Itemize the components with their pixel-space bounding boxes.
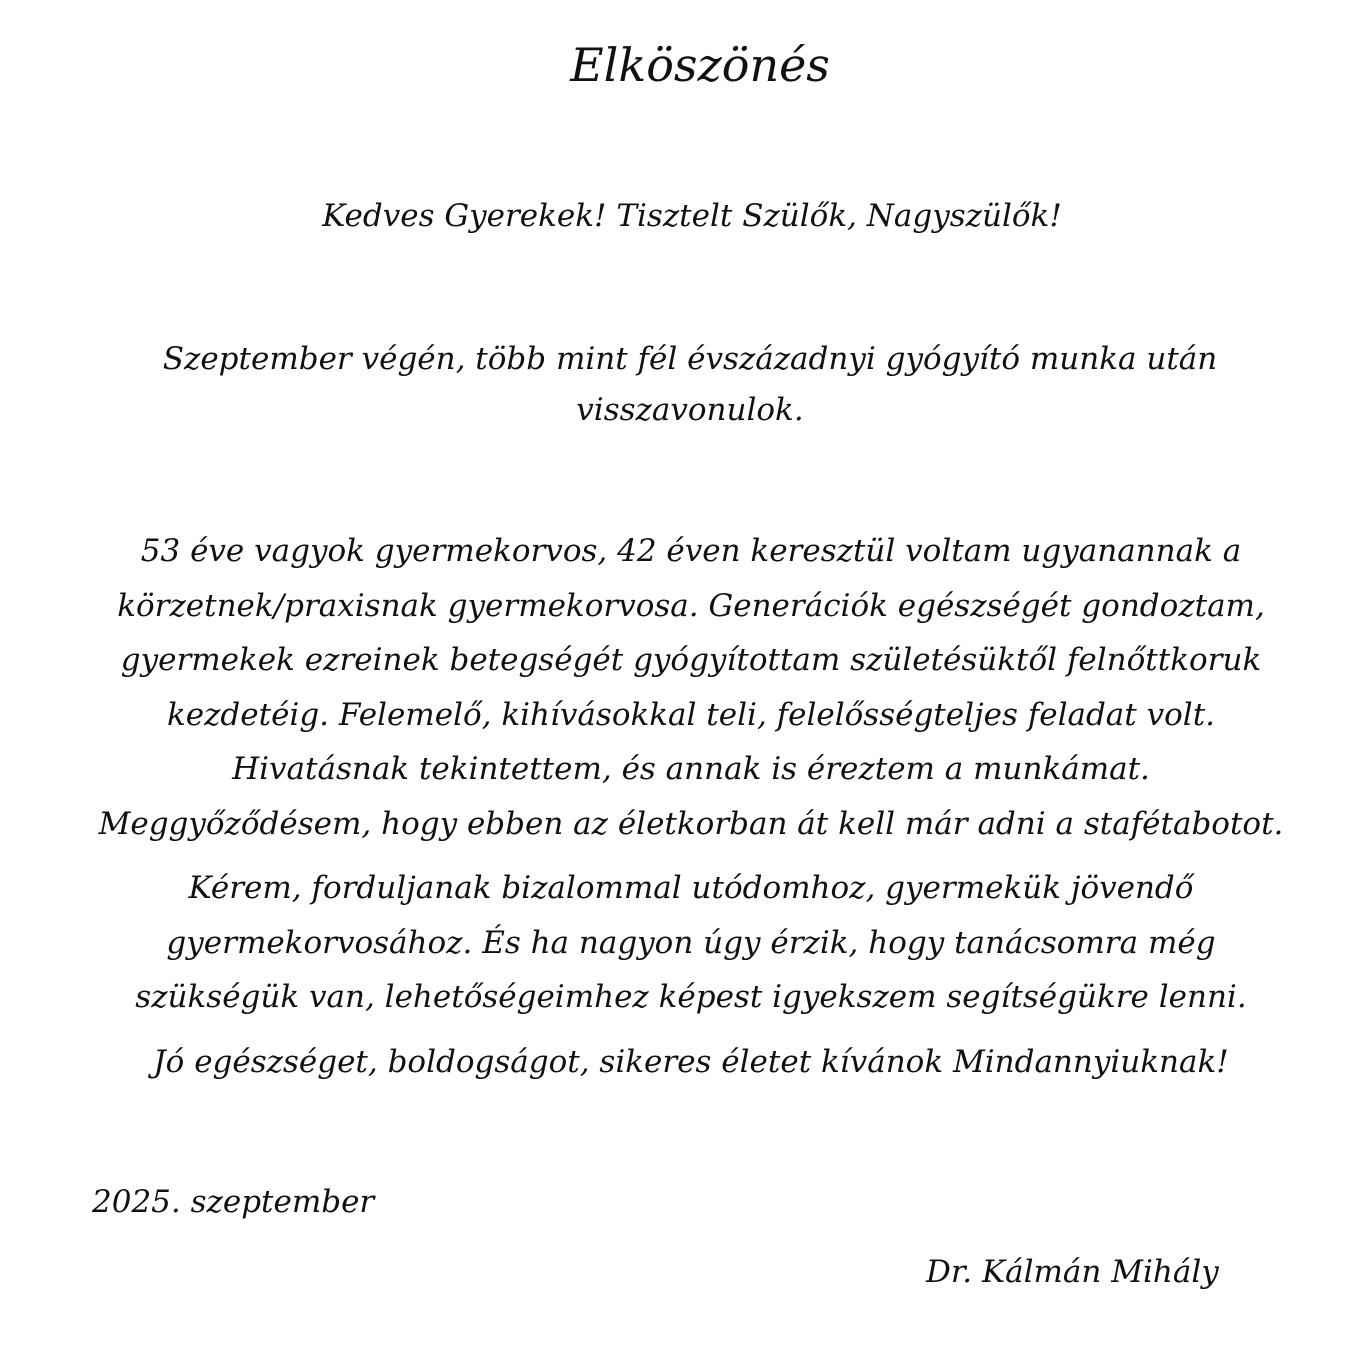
letter-date: 2025. szeptember xyxy=(92,1184,375,1220)
signature: Dr. Kálmán Mihály xyxy=(926,1254,1219,1290)
letter-title: Elköszönés xyxy=(570,38,830,92)
body-paragraph-career: 53 éve vagyok gyermekorvos, 42 éven keresztül voltam ugyanannak a körzetnek/praxisnak gyermekorvosa. Generációk egészségét gondoztam, gyermekek ezreinek betegségét gyógyítottam születésüktől felnőttkoruk kezdetéig. Felemelő, kihívásokkal teli, felelősségteljes feladat volt. Hivatásnak tekintettem, és annak is éreztem a munkámat. Meggyőződésem, hogy ebben az életkorban át kell már adni a stafétabotot. xyxy=(98,533,1284,842)
body-paragraph-successor: Kérem, forduljanak bizalommal utódomhoz, gyermekük jövendő gyermekorvosához. És ha nagyon úgy érzik, hogy tanácsomra még szükségük van, lehetőségeimhez képest igyekszem segítségükre lenni. xyxy=(135,870,1247,1016)
salutation: Kedves Gyerekek! Tisztelt Szülők, Nagyszülők! xyxy=(322,198,1062,234)
body-paragraph-wishes: Jó egészséget, boldogságot, sikeres életet kívánok Mindannyiuknak! xyxy=(153,1043,1229,1080)
intro-paragraph: Szeptember végén, több mint fél évszázadnyi gyógyító munka után visszavonulok. xyxy=(162,341,1218,429)
letter-body xyxy=(96,524,1286,1099)
